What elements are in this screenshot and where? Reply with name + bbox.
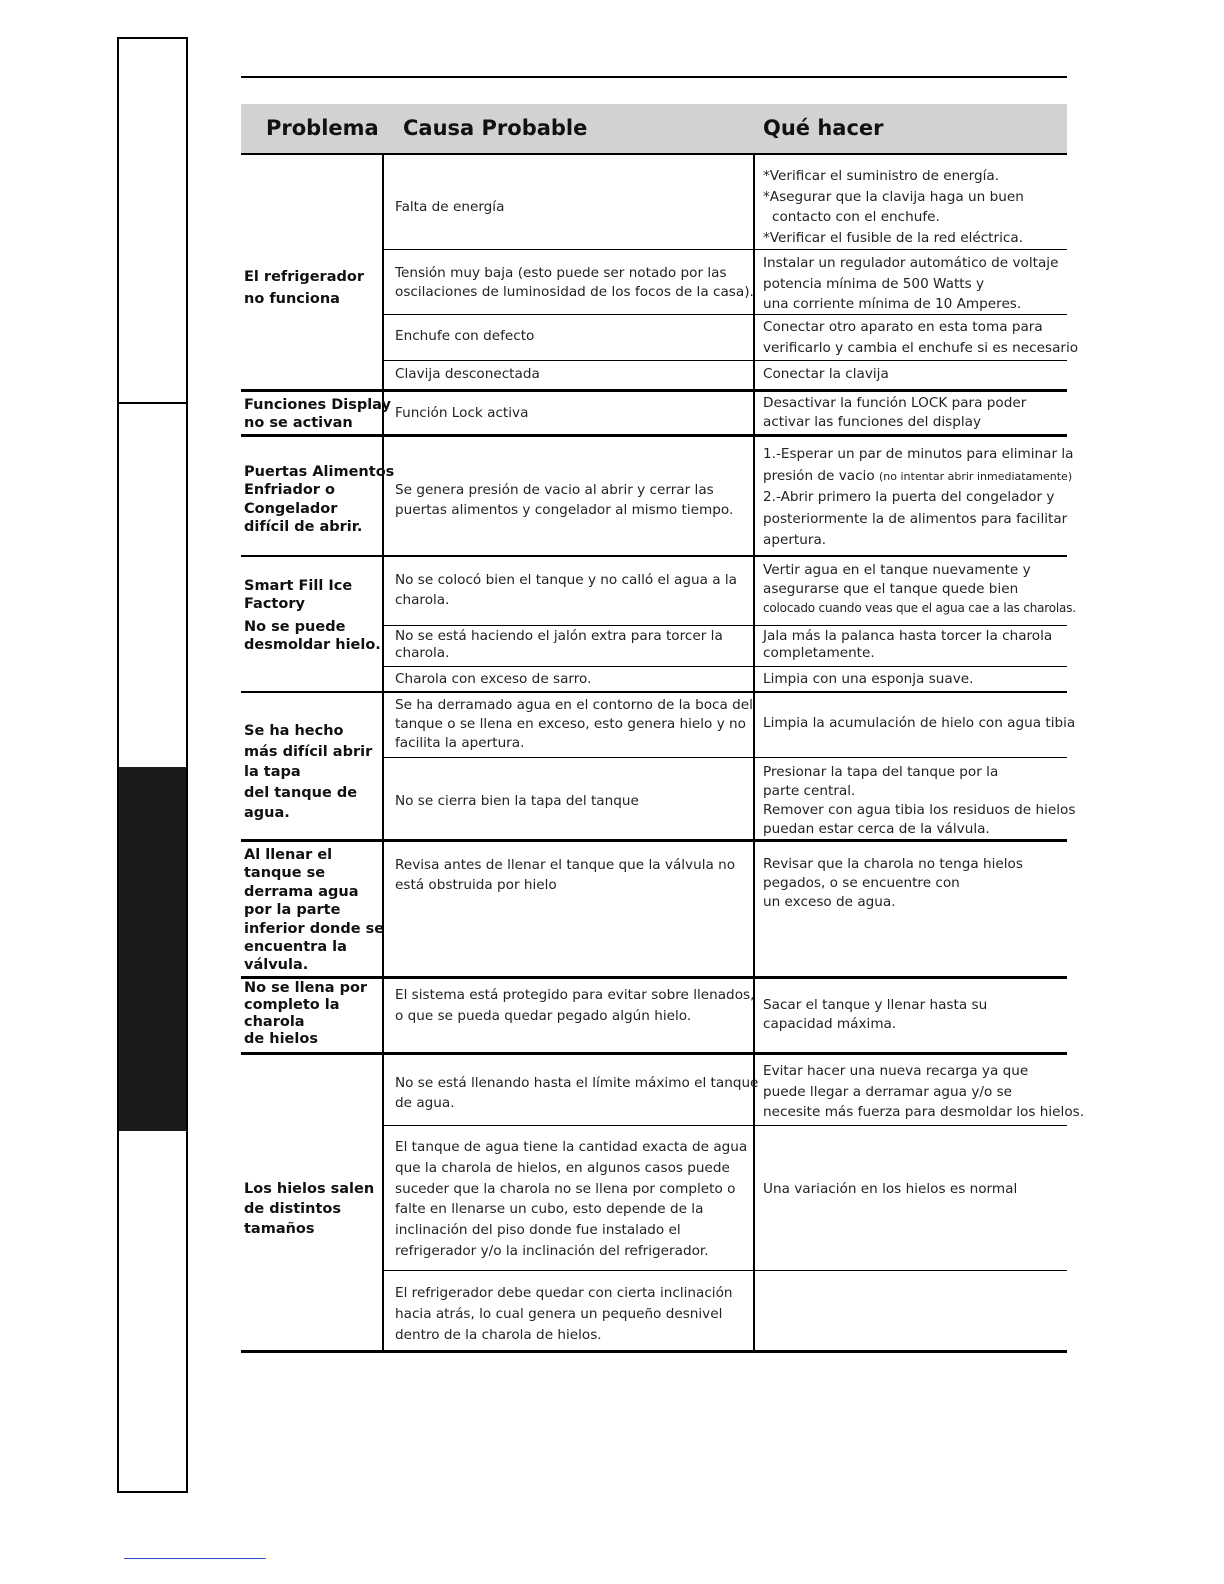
action-cell: Vertir agua en el tanque nuevamente y asegurarse que el tanque quede bien colocado cuando veas que el agua cae a las charolas.	[763, 562, 1076, 615]
sub-row-rule	[382, 1270, 1067, 1271]
section-side-tab	[117, 37, 188, 1493]
column-divider-2	[753, 155, 755, 1353]
cause-cell: Se ha derramado agua en el contorno de la boca del tanque o se llena en exceso, esto genera hielo y no facilita la apertura.	[395, 697, 753, 751]
problem-cell: Se ha hecho más difícil abrir la tapa del tanque de agua.	[244, 723, 373, 821]
sub-row-rule	[382, 249, 1067, 250]
table-header	[241, 104, 1067, 155]
problem-cell: No se llena por completo la charola de hielos	[244, 980, 368, 1047]
sub-row-rule	[382, 1125, 1067, 1126]
cause-cell: No se colocó bien el tanque y no calló el agua a la charola.	[395, 572, 738, 608]
section-rule	[241, 434, 1067, 437]
cause-cell: Se genera presión de vacio al abrir y cerrar las puertas alimentos y congelador al mismo tiempo.	[395, 482, 734, 518]
side-tab-active-marker	[119, 767, 186, 1131]
problem-cell: Funciones Display no se activan	[244, 397, 391, 432]
problem-cell: El refrigerador no funciona	[244, 269, 364, 308]
cause-cell: Función Lock activa	[395, 405, 529, 421]
cause-cell: Enchufe con defecto	[395, 328, 535, 344]
problem-cell: Al llenar el tanque se derrama agua por la parte inferior donde se encuentra la válvula.	[244, 847, 385, 974]
action-cell: Limpia con una esponja suave.	[763, 671, 974, 687]
side-tab-divider	[119, 402, 186, 404]
action-cell: Limpia la acumulación de hielo con agua tibia	[763, 715, 1076, 731]
cause-cell: El sistema está protegido para evitar sobre llenados, o que se pueda quedar pegado algún hielo.	[395, 987, 755, 1024]
cause-cell: Clavija desconectada	[395, 366, 540, 382]
sub-row-rule	[382, 666, 1067, 667]
section-rule	[241, 691, 1067, 693]
cause-cell: No se está llenando hasta el límite máximo el tanque de agua.	[395, 1075, 759, 1111]
sub-row-rule	[382, 757, 1067, 758]
action-cell: Sacar el tanque y llenar hasta su capacidad máxima.	[763, 997, 988, 1032]
problem-cell: Los hielos salen de distintos tamaños	[244, 1181, 375, 1237]
section-rule	[241, 1052, 1067, 1055]
section-rule	[241, 839, 1067, 842]
sub-row-rule	[382, 625, 1067, 626]
cause-cell: Tensión muy baja (esto puede ser notado por las oscilaciones de luminosidad de los focos de la casa).	[395, 265, 754, 300]
cause-cell: Revisa antes de llenar el tanque que la válvula no está obstruida por hielo	[395, 857, 736, 893]
problem-cell: Smart Fill Ice Factory No se puede desmoldar hielo.	[244, 578, 381, 654]
cause-cell: El tanque de agua tiene la cantidad exacta de agua que la charola de hielos, en algunos casos puede suceder que la charola no se llena por completo o falte en llenarse un cubo, esto depende de la inclinación del piso donde fue instalado el refrigerador y/o la inclinación del refrigerador.	[395, 1139, 748, 1259]
problem-cell: Puertas Alimentos Enfriador o Congelador difícil de abrir.	[244, 464, 395, 536]
action-cell: Conectar la clavija	[763, 366, 889, 382]
top-rule	[241, 76, 1067, 78]
column-divider-1	[382, 155, 384, 1353]
header-causa: Causa Probable	[403, 116, 588, 140]
action-cell: Revisar que la charola no tenga hielos pegados, o se encuentre con un exceso de agua.	[763, 856, 1023, 910]
action-cell: Evitar hacer una nueva recarga ya que puede llegar a derramar agua y/o se necesite más fuerza para desmoldar los hielos.	[763, 1063, 1085, 1120]
action-cell: *Verificar el suministro de energía. *Asegurar que la clavija haga un buen contacto con el enchufe. *Verificar el fusible de la red eléctrica.	[763, 168, 1024, 246]
cause-cell: No se cierra bien la tapa del tanque	[395, 793, 639, 809]
cause-cell: El refrigerador debe quedar con cierta inclinación hacia atrás, lo cual genera un pequeño desnivel dentro de la charola de hielos.	[395, 1285, 733, 1343]
section-rule	[241, 389, 1067, 392]
action-cell: Desactivar la función LOCK para poder activar las funciones del display	[763, 395, 1027, 430]
cause-cell: No se está haciendo el jalón extra para torcer la charola.	[395, 628, 723, 661]
section-rule	[241, 555, 1067, 557]
action-cell: Jala más la palanca hasta torcer la charola completamente.	[763, 628, 1053, 661]
sub-row-rule	[382, 360, 1067, 361]
action-cell: Una variación en los hielos es normal	[763, 1181, 1018, 1197]
section-rule	[241, 1350, 1067, 1353]
header-que-hacer: Qué hacer	[763, 116, 884, 140]
action-cell: Instalar un regulador automático de voltaje potencia mínima de 500 Watts y una corriente mínima de 10 Amperes.	[763, 255, 1059, 312]
cause-cell: Charola con exceso de sarro.	[395, 671, 592, 687]
action-cell: Presionar la tapa del tanque por la parte central. Remover con agua tibia los residuos de hielos puedan estar cerca de la válvula.	[763, 764, 1076, 837]
action-cell: 1.-Esperar un par de minutos para eliminar la presión de vacio (no intentar abrir inmediatamente) 2.-Abrir primero la puerta del congelador y posteriormente la de alimentos para facilitar apertura.	[763, 446, 1074, 548]
bottom-link-rule	[124, 1558, 266, 1559]
action-cell: Conectar otro aparato en esta toma para verificarlo y cambia el enchufe si es necesario	[763, 319, 1079, 356]
cause-cell: Falta de energía	[395, 199, 505, 215]
section-rule	[241, 976, 1067, 979]
header-problema: Problema	[266, 116, 379, 140]
